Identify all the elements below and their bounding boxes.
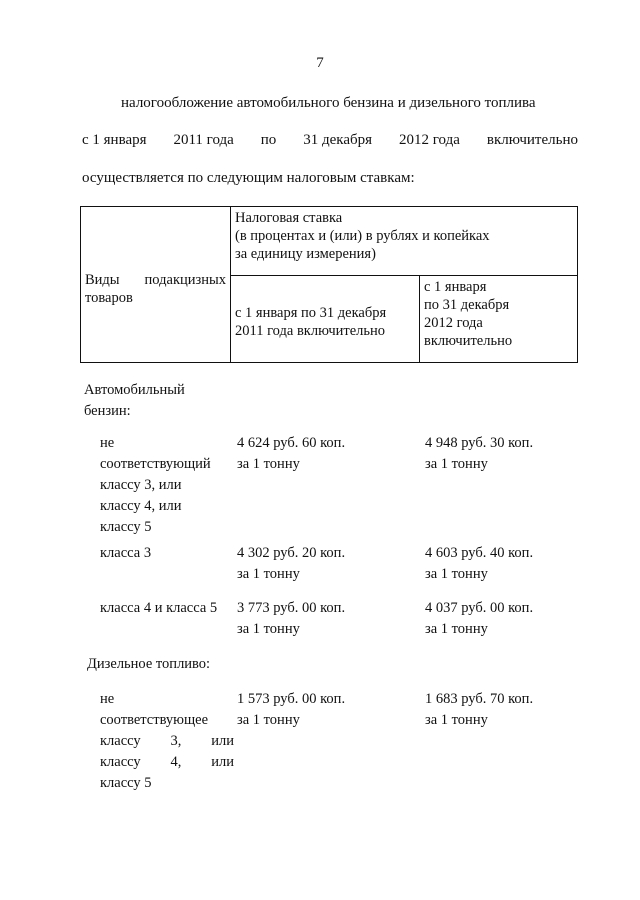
- intro-line-1: налогообложение автомобильного бензина и дизельного топлива: [121, 95, 536, 111]
- petrol-row-name: класса 4 и класса 5: [100, 600, 218, 616]
- diesel-section-title: Дизельное топливо:: [87, 656, 211, 672]
- period-2012-header: с 1 января по 31 декабря 2012 года включительно: [420, 276, 578, 363]
- goods-header-line: Виды подакцизных: [85, 271, 226, 288]
- justified-line: классу 3, или: [100, 733, 234, 749]
- justified-line: классу 4, или: [100, 754, 234, 770]
- intro-line-2: [82, 132, 578, 149]
- period-2011-header: с 1 января по 31 декабря 2011 года включительно: [231, 276, 420, 363]
- diesel-row-name: не соответствующее классу 3, или классу 4, или классу 5: [100, 691, 234, 791]
- page-number: 7: [316, 55, 324, 71]
- goods-header-line: товаров: [85, 289, 133, 306]
- intro-word: 2011 года: [173, 132, 234, 148]
- rate-column-header: Налоговая ставка (в процентах и (или) в рублях и копейках за единицу измерения): [231, 207, 578, 276]
- petrol-row-rate-2012: 4 037 руб. 00 коп. за 1 тонну: [425, 600, 534, 637]
- petrol-row-rate-2011: 4 302 руб. 20 коп. за 1 тонну: [237, 545, 346, 582]
- intro-word: с 1 января: [82, 132, 147, 148]
- petrol-row-rate-2012: 4 948 руб. 30 коп. за 1 тонну: [425, 435, 534, 472]
- petrol-row-name: не соответствующий классу 3, или классу 4, или классу 5: [100, 435, 211, 535]
- petrol-row-rate-2011: 3 773 руб. 00 коп. за 1 тонну: [237, 600, 346, 637]
- intro-line-3: осуществляется по следующим налоговым ставкам:: [82, 170, 415, 186]
- intro-word: 2012 года: [399, 132, 460, 148]
- intro-word: по: [260, 132, 277, 148]
- petrol-row-rate-2012: 4 603 руб. 40 коп. за 1 тонну: [425, 545, 534, 582]
- intro-word: включительно: [486, 132, 578, 148]
- petrol-row-name: класса 3: [100, 545, 152, 561]
- petrol-section-title: Автомобильный бензин:: [84, 382, 185, 419]
- petrol-row-rate-2011: 4 624 руб. 60 коп. за 1 тонну: [237, 435, 346, 472]
- goods-column-header: [81, 207, 231, 363]
- intro-word: 31 декабря: [303, 132, 373, 148]
- diesel-row-rate-2012: 1 683 руб. 70 коп. за 1 тонну: [425, 691, 534, 728]
- diesel-row-rate-2011: 1 573 руб. 00 коп. за 1 тонну: [237, 691, 346, 728]
- rates-table-header: [80, 206, 578, 363]
